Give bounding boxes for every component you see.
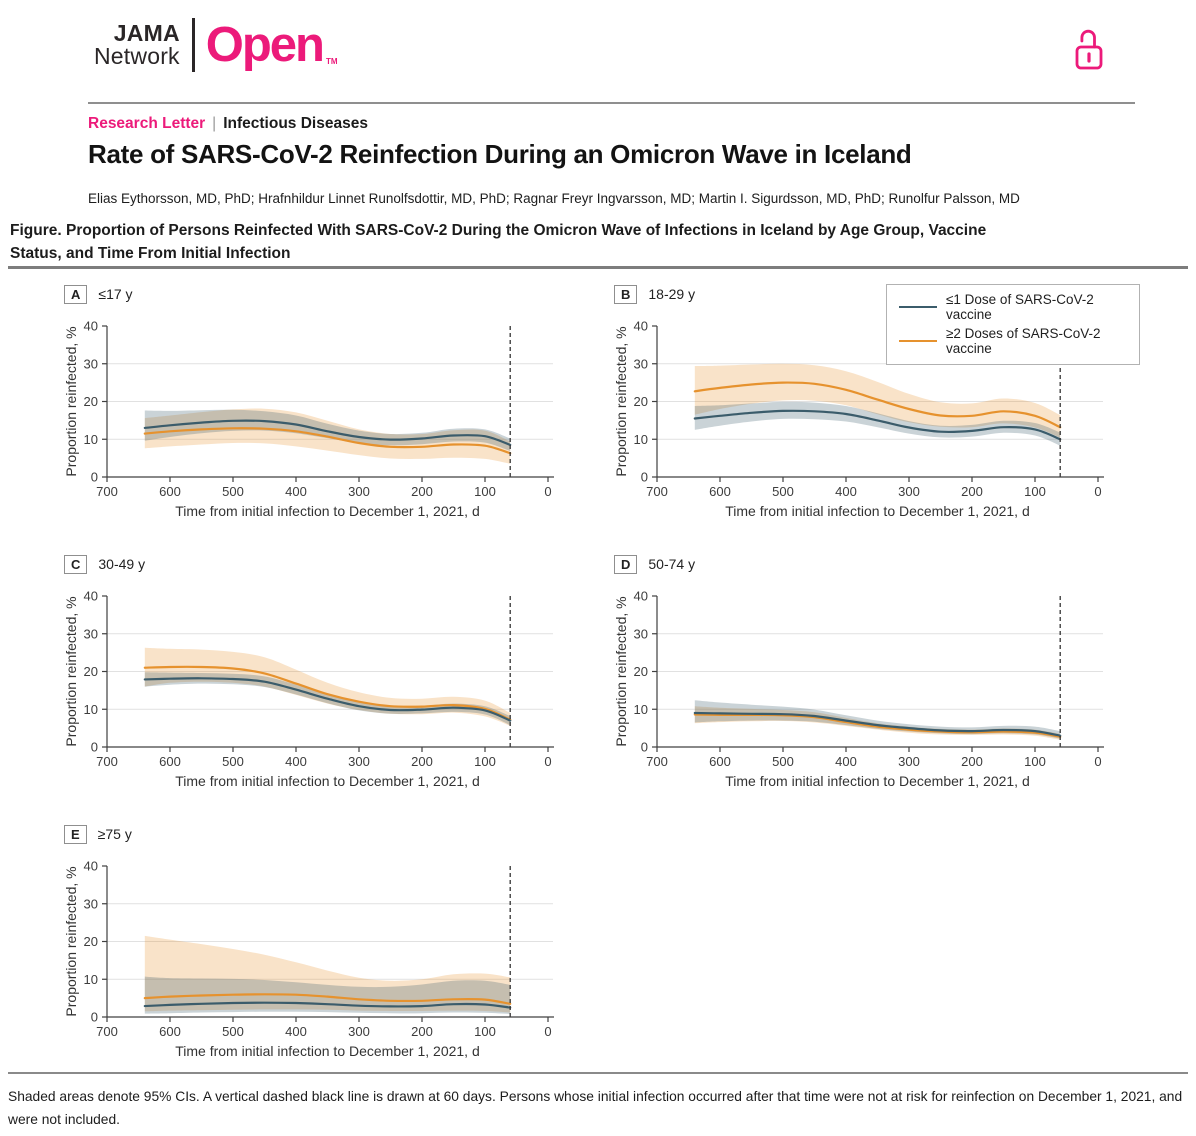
svg-text:500: 500 bbox=[772, 484, 794, 499]
svg-text:0: 0 bbox=[90, 469, 98, 485]
svg-text:Proportion reinfected, %: Proportion reinfected, % bbox=[613, 326, 629, 477]
panel-d-header bbox=[614, 553, 1150, 575]
category-subject: Infectious Diseases bbox=[223, 115, 368, 132]
article-title: Rate of SARS-CoV-2 Reinfection During an Omicron Wave in Iceland bbox=[88, 139, 912, 169]
figure-panel-d bbox=[610, 553, 1150, 805]
panel-a-header bbox=[64, 283, 600, 305]
svg-text:40: 40 bbox=[633, 588, 648, 604]
article-category-line bbox=[88, 115, 368, 133]
svg-text:Proportion reinfected, %: Proportion reinfected, % bbox=[613, 596, 629, 747]
svg-text:400: 400 bbox=[285, 754, 307, 769]
svg-text:500: 500 bbox=[222, 1024, 244, 1039]
svg-text:400: 400 bbox=[835, 484, 857, 499]
svg-text:300: 300 bbox=[898, 484, 920, 499]
chart-panel-a bbox=[60, 312, 600, 527]
svg-text:20: 20 bbox=[633, 664, 648, 679]
legend-line-dose1-swatch bbox=[899, 306, 937, 308]
svg-text:200: 200 bbox=[411, 754, 433, 769]
svg-text:200: 200 bbox=[411, 1024, 433, 1039]
legend-item-dose1 bbox=[899, 292, 1129, 322]
svg-text:100: 100 bbox=[1024, 484, 1046, 499]
legend-label-dose2: ≥2 Doses of SARS-CoV-2 vaccine bbox=[946, 326, 1101, 356]
logo-jama-network bbox=[94, 22, 180, 68]
svg-text:400: 400 bbox=[285, 484, 307, 499]
panel-c-age-group: 30-49 y bbox=[98, 556, 146, 572]
svg-text:Time from initial infection to: Time from initial infection to December 1, 2021, d bbox=[725, 503, 1030, 519]
panel-e-letter: E bbox=[64, 825, 87, 844]
svg-text:Time from initial infection to: Time from initial infection to December 1, 2021, d bbox=[725, 773, 1030, 789]
svg-text:10: 10 bbox=[83, 701, 98, 717]
svg-text:Proportion reinfected, %: Proportion reinfected, % bbox=[63, 596, 79, 747]
panel-b-age-group: 18-29 y bbox=[648, 286, 696, 302]
svg-text:700: 700 bbox=[96, 754, 118, 769]
panel-e-header bbox=[64, 823, 600, 845]
panel-d-letter: D bbox=[614, 555, 637, 574]
svg-text:20: 20 bbox=[83, 934, 98, 949]
svg-text:30: 30 bbox=[633, 626, 648, 642]
svg-text:500: 500 bbox=[772, 754, 794, 769]
svg-text:40: 40 bbox=[83, 858, 98, 874]
open-access-lock-icon bbox=[1072, 26, 1106, 76]
panel-a-letter: A bbox=[64, 285, 87, 304]
svg-text:0: 0 bbox=[544, 754, 552, 769]
svg-text:40: 40 bbox=[83, 318, 98, 334]
svg-text:Time from initial infection to: Time from initial infection to December 1, 2021, d bbox=[175, 773, 480, 789]
figure-footnote: Shaded areas denote 95% CIs. A vertical dashed black line is drawn at 60 days. Persons whose initial infection occurred after that time were not at risk for reinfection on December 1, 2021, and were not included. bbox=[8, 1089, 1183, 1127]
svg-text:200: 200 bbox=[411, 484, 433, 499]
svg-text:100: 100 bbox=[1024, 754, 1046, 769]
caption-rule bbox=[8, 266, 1188, 269]
svg-text:Proportion reinfected, %: Proportion reinfected, % bbox=[63, 866, 79, 1017]
figure-panel-c bbox=[60, 553, 600, 805]
figure-panel-e bbox=[60, 823, 600, 1075]
category-divider: | bbox=[212, 115, 217, 132]
svg-text:10: 10 bbox=[83, 431, 98, 447]
svg-text:0: 0 bbox=[640, 469, 648, 485]
svg-text:40: 40 bbox=[83, 588, 98, 604]
figure-panel-b bbox=[610, 283, 1150, 535]
logo-network-text: Network bbox=[94, 43, 180, 69]
svg-text:0: 0 bbox=[90, 1009, 98, 1025]
svg-text:0: 0 bbox=[90, 739, 98, 755]
svg-text:10: 10 bbox=[633, 701, 648, 717]
footnote-rule bbox=[8, 1072, 1188, 1074]
svg-text:700: 700 bbox=[96, 484, 118, 499]
figure-panel-a bbox=[60, 283, 600, 535]
svg-text:600: 600 bbox=[159, 754, 181, 769]
svg-text:40: 40 bbox=[633, 318, 648, 334]
svg-text:30: 30 bbox=[633, 356, 648, 372]
panel-c-header bbox=[64, 553, 600, 575]
svg-text:0: 0 bbox=[640, 739, 648, 755]
svg-text:400: 400 bbox=[835, 754, 857, 769]
category-label: Research Letter bbox=[88, 115, 206, 132]
svg-text:100: 100 bbox=[474, 484, 496, 499]
logo-divider-bar bbox=[192, 18, 195, 72]
panel-a-age-group: ≤17 y bbox=[98, 286, 133, 302]
panel-e-age-group: ≥75 y bbox=[97, 826, 132, 842]
panel-c-letter: C bbox=[64, 555, 87, 574]
svg-text:20: 20 bbox=[633, 394, 648, 409]
svg-text:600: 600 bbox=[709, 484, 731, 499]
svg-text:Proportion reinfected, %: Proportion reinfected, % bbox=[63, 326, 79, 477]
svg-text:10: 10 bbox=[633, 431, 648, 447]
svg-text:300: 300 bbox=[348, 754, 370, 769]
svg-text:100: 100 bbox=[474, 1024, 496, 1039]
svg-text:300: 300 bbox=[348, 484, 370, 499]
svg-text:0: 0 bbox=[544, 484, 552, 499]
svg-text:700: 700 bbox=[646, 754, 668, 769]
svg-text:0: 0 bbox=[544, 1024, 552, 1039]
svg-text:0: 0 bbox=[1094, 484, 1102, 499]
figure-caption: Figure. Proportion of Persons Reinfected With SARS-CoV-2 During the Omicron Wave of Infections in Iceland by Age Group, Vaccine Status, and Time From Initial Infection bbox=[10, 222, 987, 263]
chart-panel-c bbox=[60, 582, 600, 797]
legend-line-dose2-swatch bbox=[899, 340, 937, 342]
svg-text:500: 500 bbox=[222, 754, 244, 769]
author-list: Elias Eythorsson, MD, PhD; Hrafnhildur Linnet Runolfsdottir, MD, PhD; Ragnar Freyr Ingvarsson, MD; Martin I. Sigurdsson, MD, PhD; Runolfur Palsson, MD bbox=[88, 191, 1020, 206]
svg-text:300: 300 bbox=[898, 754, 920, 769]
svg-text:500: 500 bbox=[222, 484, 244, 499]
svg-text:200: 200 bbox=[961, 484, 983, 499]
svg-text:100: 100 bbox=[474, 754, 496, 769]
svg-text:0: 0 bbox=[1094, 754, 1102, 769]
svg-text:600: 600 bbox=[159, 1024, 181, 1039]
chart-panel-d bbox=[610, 582, 1150, 797]
svg-text:300: 300 bbox=[348, 1024, 370, 1039]
svg-text:10: 10 bbox=[83, 971, 98, 987]
chart-panel-e bbox=[60, 852, 600, 1067]
svg-text:400: 400 bbox=[285, 1024, 307, 1039]
logo-open-text: Open bbox=[205, 18, 323, 72]
svg-text:30: 30 bbox=[83, 896, 98, 912]
svg-text:Time from initial infection to: Time from initial infection to December 1, 2021, d bbox=[175, 1043, 480, 1059]
svg-text:20: 20 bbox=[83, 664, 98, 679]
chart-legend bbox=[886, 284, 1140, 365]
svg-text:30: 30 bbox=[83, 356, 98, 372]
svg-text:Time from initial infection to: Time from initial infection to December 1, 2021, d bbox=[175, 503, 480, 519]
svg-text:600: 600 bbox=[709, 754, 731, 769]
panel-b-letter: B bbox=[614, 285, 637, 304]
legend-item-dose2 bbox=[899, 326, 1129, 356]
svg-text:700: 700 bbox=[96, 1024, 118, 1039]
panel-d-age-group: 50-74 y bbox=[648, 556, 696, 572]
legend-label-dose1: ≤1 Dose of SARS-CoV-2 vaccine bbox=[946, 292, 1094, 322]
logo-jama-text: JAMA bbox=[113, 20, 180, 46]
logo-trademark: TM bbox=[326, 57, 338, 66]
jama-network-open-logo bbox=[94, 18, 338, 72]
svg-text:700: 700 bbox=[646, 484, 668, 499]
header-rule bbox=[88, 102, 1135, 104]
svg-text:20: 20 bbox=[83, 394, 98, 409]
svg-text:200: 200 bbox=[961, 754, 983, 769]
svg-text:30: 30 bbox=[83, 626, 98, 642]
svg-text:600: 600 bbox=[159, 484, 181, 499]
